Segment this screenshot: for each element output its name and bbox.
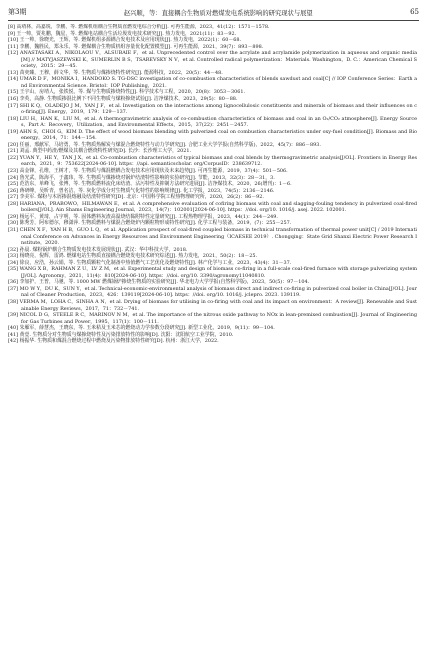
reference-item: [25] 范浩东，单峰飞，张博，等. 生物质燃料流化床结渣、沾污特性及抑制方法研究进展[J]. 洁净煤技术，2020，26(增刊)：1－6.: [8, 181, 292, 188]
reference-item: [16] 李英，高静. 生物质掺混比例下不同生物质与煤粉掺烧试验[J]. 洁净煤技术，2023，29(5)：80－88.: [8, 96, 238, 103]
reference-item: [26] 蒋研峰，吴昕青，曾名洁，等. 灰化学成分对生物质气化特性的影响规律[J]. 化工学报，2023，74(5)：2136－2146.: [8, 187, 275, 194]
reference-item: [36] 李加护，王普，马驰，等. 1000 MW 燃煤锅炉掺烧生物质的实验研究[J]. 华北电力大学学报(自然科学版)，2023，50(5)：97－104.: [8, 279, 310, 286]
reference-item: [40] 朱雁军，薛慧杰，王晓东，等. 玉米秸及玉米芯的燃烧动力学参数分段研究[J]. 新型工业化，2019，9(11)：99－104.: [8, 325, 275, 332]
reference-item: [11] 李鹏，魏胜民，郑永乐，等. 燃煤耦合生物质机组容量优化配置模型[J]. 可再生能源，2021，39(7)：893－898.: [8, 43, 264, 50]
reference-item: [15] 王宇山，房靖人，张铁悦，等. 煤与生物质掺烧特性[J]. 科学技术与工程，2020，20(8)：3053－3061.: [8, 89, 246, 96]
reference-item: [34] 徐良，应浩，孙云娟，等. 生物质颗粒气化制备中热值燃气工艺优化及燃烧特性[J]. 林产化学与工业，2023，43(4)：31－37.: [8, 259, 292, 266]
reference-item: [30] 陈秀芳，阿布德尔，穆潇萍. 生物质燃料与煤混合燃烧炉内颗粒物形成特性研究[J]. 化学工程与装备，2019，(7)：255－257.: [8, 220, 292, 227]
page-header: [8, 4, 419, 21]
reference-item: [32] 孙晨. 煤粉锅炉耦合生物质发电技术发展现状[J]. 武汉：华中科技大学，2018.: [8, 246, 188, 253]
reference-item: [33] 杨晓亮，倪辉，雷鸿. 燃煤电站生物质直接耦合燃烧发电技术研究综述[J]. 热力发电，2021，50(2)：18－25.: [8, 253, 258, 260]
reference-list: [8, 24, 417, 648]
reference-item: [29] 杨远平，黄琦，占宇明，等. 固体燃料灰渣高温烧结黏附特性定量研究[J]. 工程热物理学报，2023，44(1)：244－249.: [8, 213, 278, 220]
reference-item: [38] VERMA M，LOHA C，SINHA A N，et al. Drying of biomass for utilising in co-firing with coal and its impact on environment：A review[J]. Renewable and Sustainable Energy Reviews，2017，71：732－741.: [8, 298, 417, 312]
reference-item: [23] 高金锋，孔维，王树才，等. 生物质与煤混燃耦合发电技术应用现状及未来趋势[J]. 可再生能源，2019，37(4)：501－506.: [8, 168, 288, 175]
reference-item: [37] MO W Y，DU K，SUN Y，et al. Technical-economic-environmental analysis of biomass direct and indirect co-firing in pulverized coal boiler in China[J/OL]. Journal of Cleaner Production，2023，426：139119[2024-06-10]. https：//doi. org/10. 1016/j. jclepro. 2023. 139119.: [8, 285, 417, 299]
reference-item: [41] 黄壹. 生物质分对生物质与煤掺烧特性及污染排放特性的影响[D]. 沈阳：沈阳航空工业学院，2010.: [8, 331, 234, 338]
reference-item: [9] 王一帅，贾兆鹏，魏星，等. 燃煤电站耦合生活垃圾发电技术研究[J]. 热力发电，2021(11)：83－92.: [8, 30, 237, 37]
reference-item: [13] 苗奕臻，王穆，薛文华，等. 生物质与煤掺烧特性研究[J]. 能源科技，2022，20(5)：44－48.: [8, 69, 223, 76]
reference-item: [35] WANG X B，RAHMAN Z U，LV Z M，et al. Experimental study and design of biomass co-firing in a full-scale coal-fired furnace with storage pulverizing system[J/OL]. Agronomy，2021，11(4)：810[2024-06-10]. https：//doi. org/10. 3390/agronomy11040810.: [8, 266, 417, 279]
reference-item: [19] AHN S，CHOI G，KIM D. The effect of wood biomass blending with pulverized coal on combustion characteristics under oxy-fuel condition[J]. Biomass and Bioenergy，2014，71：144－154.: [8, 128, 417, 142]
reference-item: [12] ANASTASAKI A，NIKOLAOU V，ALSUBAIE F，et al. Unprecedented control over the acrylate and acrylamide polymerization in aqueous and organic media[M] // MATYJASZEWSKI K，SUMERLIN B S，TSAREVSKY N V，et al. Controlled radical polymerization：Materials. Washington，D. C.：American Chemical Society，2015：29－45.: [8, 50, 417, 70]
reference-item: [18] LIU H，HAN K，LIU M，et al. A thermogravimetric analysis of co-combustion characteristics of biomass and coal in an O₂/CO₂ atmosphere[J]. Energy Sources，Part A：Recovery，Utilization，and Environmental Effects，2015，37(22)：2451－2457.: [8, 115, 417, 129]
reference-item: [14] UMAR D F，MONIKA I，HANDOKO S. TG-DSC investigation of co-combustion characteristics of blends sawdust and coal[C] // IOP Conference Series：Earth and Environmental Science. Bristol：IOP Publishing，2021.: [8, 76, 417, 89]
running-title: 赵兴顺，等：直接耦合生物质对燃煤发电系统影响的研究现状与展望: [123, 9, 313, 17]
reference-item: [28] HARIANA，PRABOWO，HILMAWAN E，et al. A comprehensive evaluation of cofiring biomass with coal and slagging-fouling tendency in pulverized coal-fired boilers[J/OL]. Ain Shams Engineering Journal，2023，14(7)：102001[2024-06-10]. https：//doi. org/10. 1016/j. asej. 2022. 102001.: [8, 200, 417, 214]
reference-item: [8] 高靖林，高嘉锐，李鹏，等. 燃煤机组耦合生物质直燃发电综合分析[J]. 可再生能源，2023，41(12)：1571－1578.: [8, 24, 270, 30]
reference-item: [39] NICOL D G，STEELE R C，MARINOV N M，et al. The importance of the nitrous oxide pathway to NOx in lean-premixed combustion[J]. Journal of Engineering for Gas Turbines and Power，1995，117(1)：100－111.: [8, 312, 417, 325]
reference-item: [10] 王一帅，徐晓光，王辉，等. 燃煤机组多源耦合发电技术及应用现状[J]. 热力发电，2022(1)：60－68.: [8, 37, 242, 44]
issue-number: 第3期: [8, 8, 27, 16]
reference-item: [17] SHI K Q，OLADEJO J M，YAN J F，et al. Investigation on the interactions among lignocellulosic constituents and minerals of biomass and their influences on co-firing[J]. Energy，2019，179：129－137.: [8, 102, 417, 116]
reference-item: [27] 李美军. 煤粉与木屑掺混熔融及结渣特性研究[D]. 北京：中国科学院工程热物理研究所，2020，26(2)：86－92.: [8, 194, 264, 201]
reference-item: [31] CHEN X F，YAN H B，GUO L Q，et al. Application prospect of coal-fired coupled biomass in technical transformation of thermal power unit[C] / 2019 International Conference on Advances in Energy Resources and Environment Engineering（ICAESEE 2019）. Chongqing：State Grid Shanxi Electric Power Research Institute，2020.: [8, 226, 417, 247]
reference-item: [20] 任丽，邢献军，马培勇，等. 生物质热解炭与煤混合燃烧特性与动力学研究[J]. 合肥工业大学学报(自然科学版)，2022，45(7)：886－893.: [8, 141, 321, 148]
reference-item: [42] 杨振华. 生物质和煤混合燃烧过程中燃烧及污染物排放特性研究[D]. 杭州：浙江大学，2022.: [8, 338, 219, 345]
reference-item: [24] 鲁光武，陈海平，于鑫玮，等. 生物质与煤掺烧对锅炉结渣特性影响的实验研究[J]. 节能，2013，32(3)：28－31，3.: [8, 174, 275, 181]
reference-item: [21] 刘孟. 典型中药渣/燃煤及其耦合燃烧特性研究[D]. 长沙：长沙理工大学，2021.: [8, 148, 192, 155]
reference-item: [22] YUAN Y，HE Y，TAN J X，et al. Co-combustion characteristics of typical biomass and coal blends by thermogravimetric analysis[J/OL]. Frontiers in Energy Research，2021，9：753622[2024-06-10]. https：//api. semanticscholar. org/CorpusID：238639712.: [8, 154, 417, 168]
page-number: 65: [410, 8, 419, 16]
